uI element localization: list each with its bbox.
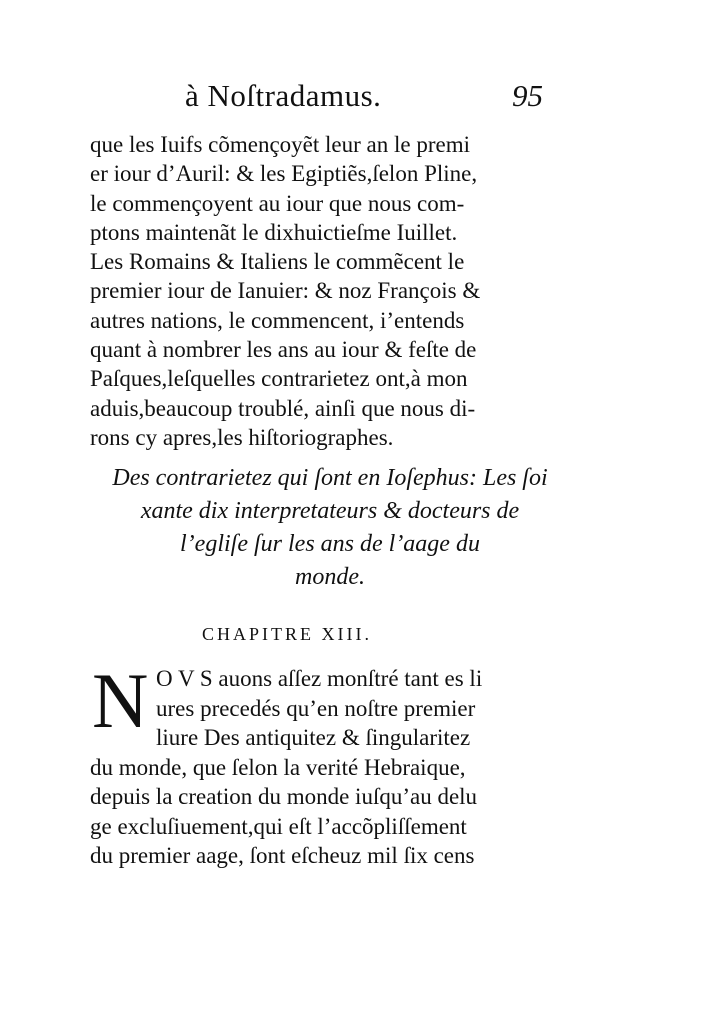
chapter-paragraph (90, 657, 580, 871)
running-head: à Noſtradamus. (185, 78, 382, 113)
text-line: O V S auons aſſez monſtré tant es li (156, 666, 483, 691)
text-line: quant à nombrer les ans au iour & feſte de (90, 337, 477, 363)
drop-cap: N (92, 657, 149, 744)
chapter-title: CHAPITRE XIII. (202, 624, 372, 644)
section-heading (90, 462, 570, 594)
page-header (0, 78, 709, 128)
heading-line: monde. (295, 564, 365, 590)
text-line: ures precedés qu’en noſtre premier (156, 695, 476, 721)
text-line: er iour d’Auril: & les Egiptiẽs,ſelon Pline, (90, 161, 478, 187)
text-line: aduis,beaucoup troublé, ainſi que nous di- (90, 395, 476, 421)
body-paragraph (90, 130, 575, 452)
text-line: du premier aage, ſont eſcheuz mil ſix cens (90, 843, 475, 868)
heading-line: xante dix interpretateurs & docteurs de (140, 498, 520, 524)
text-line: ptons maintenãt le dixhuictieſme Iuillet. (90, 219, 458, 245)
page-number: 95 (512, 78, 543, 113)
text-line: du monde, que ſelon la verité Hebraique, (90, 754, 466, 780)
heading-line: l’egliſe ſur les ans de l’aage du (180, 531, 480, 557)
text-line: rons cy apres,les hiſtoriographes. (90, 424, 394, 450)
text-line: Paſques,leſquelles contrarietez ont,à mon (90, 366, 468, 392)
text-line: autres nations, le commencent, i’entends (90, 307, 465, 333)
text-line: depuis la creation du monde iuſqu’au delu (90, 784, 478, 809)
text-line: le commençoyent au iour que nous com- (90, 190, 465, 216)
text-line: liure Des antiquitez & ſingularitez (156, 725, 471, 750)
text-line: que les Iuifs cõmençoyẽt leur an le premi (90, 132, 470, 157)
text-line: premier iour de Ianuier: & noz François & (90, 278, 481, 304)
text-line: Les Romains & Italiens le commẽcent le (90, 249, 465, 275)
heading-line: Des contrarietez qui ſont en Ioſephus: Les ſoi (112, 465, 548, 491)
text-line: ge excluſiuement,qui eſt l’accõpliſſement (90, 813, 467, 839)
